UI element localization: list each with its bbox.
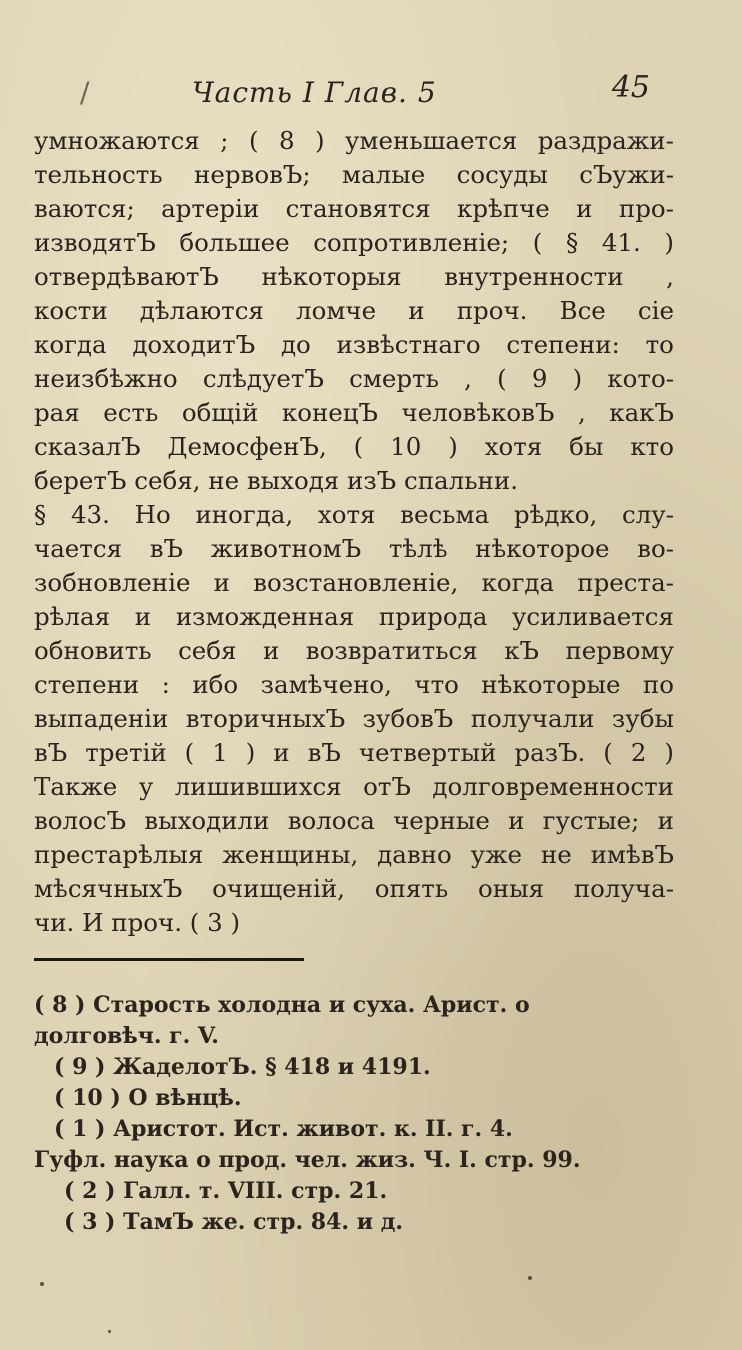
paper-speck	[40, 1282, 44, 1286]
text-line: мѣсячныхЪ очищеній, опять оныя получа-	[34, 874, 674, 903]
text-line: волосЪ выходили волоса черные и густые; и	[34, 806, 674, 835]
text-line: кости дѣлаются ломче и проч. Все сіе	[34, 296, 674, 325]
margin-mark: /	[80, 76, 90, 109]
running-title: Часть I Глав. 5	[192, 76, 437, 109]
footnote-line: долговѣч. г. V.	[34, 1023, 219, 1049]
text-line: вЪ третій ( 1 ) и вЪ четвертый разЪ. ( 2 )	[34, 738, 674, 767]
footnote-line: ( 10 ) О вѣнцѣ.	[54, 1085, 242, 1111]
footnote-line: Гуфл. наука о прод. чел. жиз. Ч. I. стр. 99.	[34, 1147, 581, 1173]
footnote-line: ( 3 ) ТамЪ же. стр. 84. и д.	[64, 1209, 404, 1235]
text-line: Также у лишившихся отЪ долговременности	[34, 772, 674, 801]
text-line: неизбѣжно слѣдуетЪ смерть , ( 9 ) кото-	[34, 364, 674, 393]
footnote-line: ( 2 ) Галл. т. VIII. стр. 21.	[64, 1178, 388, 1204]
text-line: выпаденіи вторичныхЪ зубовЪ получали зубы	[34, 704, 674, 733]
paper-speck	[108, 1330, 111, 1333]
footnotes	[34, 990, 674, 1238]
text-line: зобновленіе и возстановленіе, когда преста-	[34, 568, 674, 597]
text-line: изводятЪ большее сопротивленіе; ( § 41. )	[34, 228, 674, 257]
footnote-rule	[34, 958, 304, 961]
text-line: когда доходитЪ до извѣстнаго степени: то	[34, 330, 674, 359]
text-line: ваются; артеріи становятся крѣпче и про-	[34, 194, 674, 223]
text-line: обновить себя и возвратиться кЪ первому	[34, 636, 674, 665]
footnote-line: ( 1 ) Аристот. Ист. живот. к. II. г. 4.	[54, 1116, 513, 1142]
text-line: § 43. Но иногда, хотя весьма рѣдко, слу-	[34, 500, 674, 529]
text-line: отвердѣваютЪ нѣкоторыя внутренности ,	[34, 262, 674, 291]
text-line: степени : ибо замѣчено, что нѣкоторые по	[34, 670, 674, 699]
text-line: рая есть общій конецЪ человѣковЪ , какЪ	[34, 398, 674, 427]
page-number: 45	[611, 70, 650, 105]
running-header	[32, 70, 722, 120]
text-line: беретЪ себя, не выходя изЪ спальни.	[34, 466, 518, 495]
text-line: рѣлая и изможденная природа усиливается	[34, 602, 674, 631]
main-text	[34, 124, 674, 940]
text-line: престарѣлыя женщины, давно уже не имѣвЪ	[34, 840, 674, 869]
text-line: сказалЪ ДемосфенЪ, ( 10 ) хотя бы кто	[34, 432, 674, 461]
text-line: чи. И проч. ( 3 )	[34, 908, 241, 937]
text-line: умножаются ; ( 8 ) уменьшается раздражи-	[34, 126, 674, 155]
text-line: чается вЪ животномЪ тѣлѣ нѣкоторое во-	[34, 534, 674, 563]
footnote-line: ( 9 ) ЖаделотЪ. § 418 и 4191.	[54, 1054, 431, 1080]
text-line: тельность нервовЪ; малые сосуды сЪужи-	[34, 160, 674, 189]
footnote-line: ( 8 ) Старость холодна и суха. Арист. о	[34, 992, 530, 1018]
paper-speck	[528, 1276, 532, 1280]
